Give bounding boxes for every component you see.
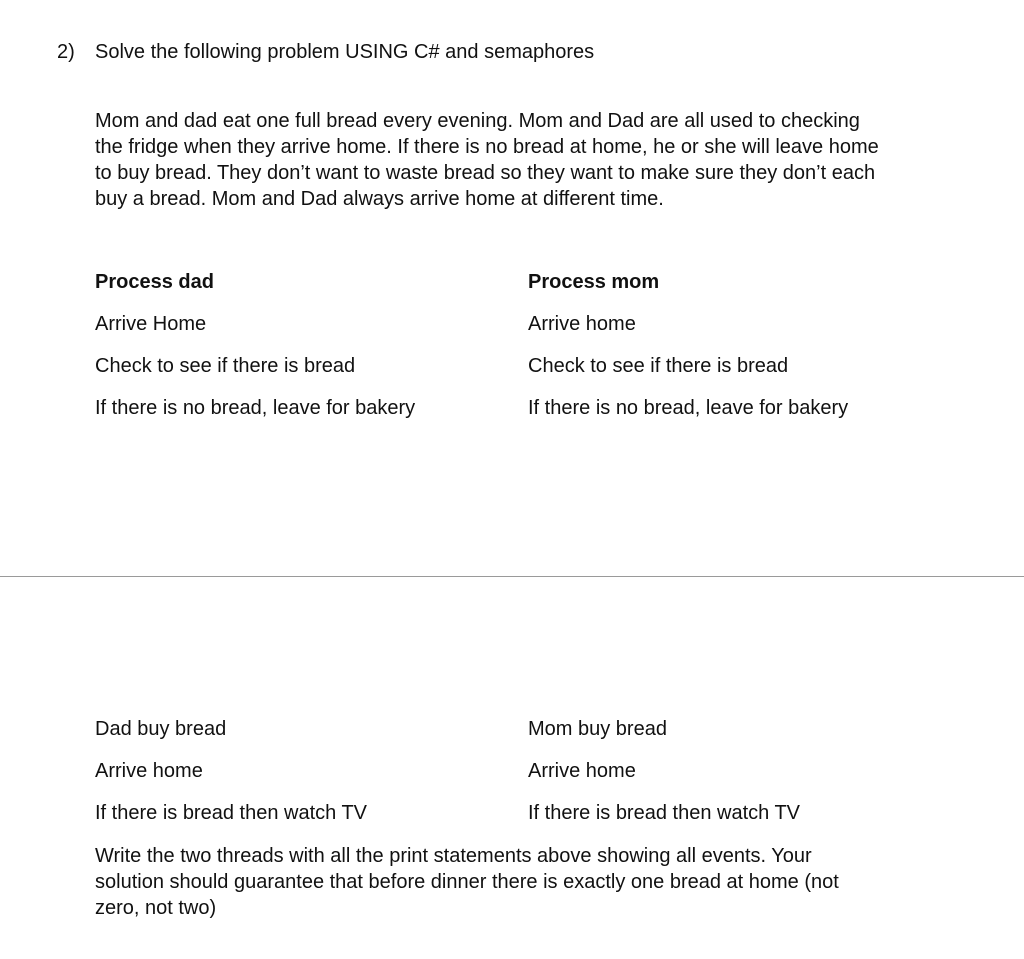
instructions-line: zero, not two) <box>95 897 217 919</box>
dad-continuation-step: If there is bread then watch TV <box>95 802 368 824</box>
dad-continuation-step: Dad buy bread <box>95 718 227 740</box>
question-title: Solve the following problem USING C# and semaphores <box>95 41 595 63</box>
instructions-line: Write the two threads with all the print statements above showing all events. Your <box>95 845 812 867</box>
mom-continuation-step: If there is bread then watch TV <box>528 802 801 824</box>
description-line: Mom and dad eat one full bread every evening. Mom and Dad are all used to checking <box>95 110 860 132</box>
process-dad-step: Check to see if there is bread <box>95 355 356 377</box>
process-mom-step: Check to see if there is bread <box>528 355 789 377</box>
mom-continuation-step: Mom buy bread <box>528 718 667 740</box>
process-mom-step: Arrive home <box>528 313 636 335</box>
question-number: 2) <box>57 41 75 63</box>
description-line: the fridge when they arrive home. If there is no bread at home, he or she will leave home <box>95 136 879 158</box>
description-line: buy a bread. Mom and Dad always arrive home at different time. <box>95 188 664 210</box>
problem-description <box>95 108 975 212</box>
process-dad-step: Arrive Home <box>95 313 207 335</box>
process-dad-title: Process dad <box>95 271 214 293</box>
page-divider <box>0 576 1024 577</box>
description-line: to buy bread. They don’t want to waste bread so they want to make sure they don’t each <box>95 162 876 184</box>
process-dad-step: If there is no bread, leave for bakery <box>95 397 416 419</box>
process-mom-step: If there is no bread, leave for bakery <box>528 397 849 419</box>
dad-continuation-step: Arrive home <box>95 760 203 782</box>
mom-continuation-step: Arrive home <box>528 760 636 782</box>
instructions-line: solution should guarantee that before dinner there is exactly one bread at home (not <box>95 871 839 893</box>
process-mom-title: Process mom <box>528 271 660 293</box>
instructions <box>95 843 975 921</box>
